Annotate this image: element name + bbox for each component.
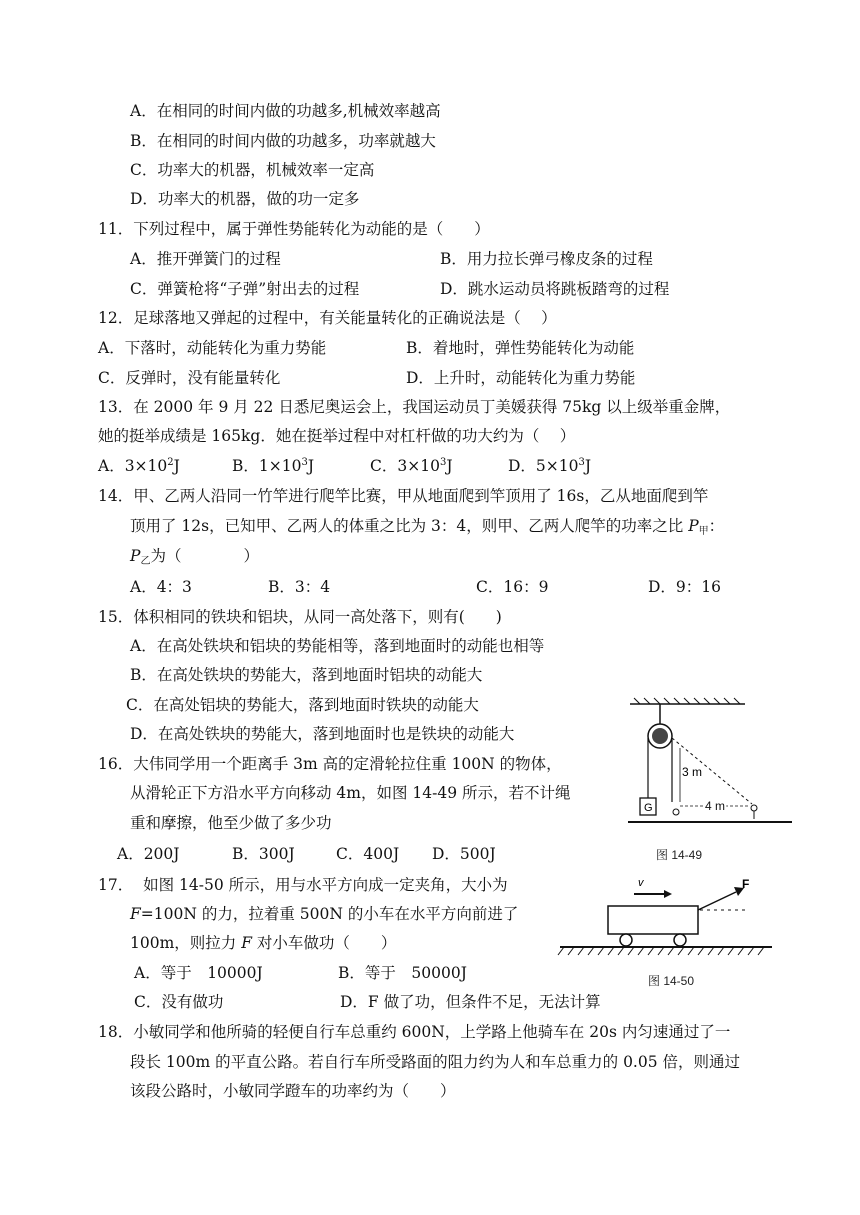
- q14-stem-line3: P乙为（ ）: [130, 547, 259, 567]
- q14-option-b: B．3：4: [268, 578, 331, 596]
- q13-option-a: A．$3\times 10^2J$: [98, 457, 180, 475]
- q18-stem-line2: 段长 100m 的平直公路。若自行车所受路面的阻力约为人和车总重力的 0.05 倍，则通过: [130, 1053, 741, 1071]
- q13-option-c: C．$3\times 10^3J$: [370, 457, 453, 475]
- q13-stem-line1: 13．在 2000 年 9 月 22 日悉尼奥运会上，我国运动员丁美媛获得 75kg 以上级举重金牌，: [98, 398, 731, 416]
- q16-stem-line3: 重和摩擦，他至少做了多少功: [130, 814, 332, 832]
- q14-stem-line1: 14．甲、乙两人沿同一竹竿进行爬竿比赛，甲从地面爬到竿顶用了 16s，乙从地面爬到竿: [98, 487, 709, 505]
- q10-option-b: B．在相同的时间内做的功越多，功率就越大: [130, 132, 436, 150]
- q16-option-a: A．200J: [117, 845, 180, 863]
- q17-stem-line3: 100m，则拉力 F 对小车做功（ ）: [130, 934, 397, 952]
- q14-option-c: C．16：9: [476, 578, 549, 596]
- fig-label-g: G: [644, 802, 653, 814]
- q17-option-b: B．等于 50000J: [338, 964, 467, 982]
- q17-stem-line2: F=100N 的力，拉着重 500N 的小车在水平方向前进了: [130, 905, 519, 923]
- q17-option-c: C．没有做功: [134, 993, 224, 1011]
- q15-option-c: C．在高处铝块的势能大，落到地面时铁块的动能大: [126, 696, 479, 714]
- pulley-figure: [620, 696, 800, 836]
- q10-option-d: D．功率大的机器，做的功一定多: [130, 190, 360, 208]
- q16-option-d: D．500J: [432, 845, 496, 863]
- fig-label-3m: 3 m: [682, 765, 703, 779]
- q11-option-b: B．用力拉长弹弓橡皮条的过程: [440, 250, 653, 268]
- q13-option-d: D．$5\times 10^3J$: [508, 457, 592, 475]
- q18-stem-line3: 该段公路时，小敏同学蹬车的功率约为（ ）: [130, 1082, 456, 1100]
- fig-label-4m: 4 m: [705, 799, 726, 813]
- q12-option-a: A．下落时，动能转化为重力势能: [98, 339, 327, 357]
- q18-stem-line1: 18．小敏同学和他所骑的轻便自行车总重约 600N，上学路上他骑车在 20s 内匀速通过了一: [98, 1023, 731, 1041]
- q12-option-d: D．上升时，动能转化为重力势能: [406, 369, 636, 387]
- cart-figure: [556, 874, 780, 966]
- fig-14-50-caption: 图 14-50: [648, 974, 695, 988]
- q13-stem-line2: 她的挺举成绩是 165kg．她在挺举过程中对杠杆做的功大约为（ ）: [98, 427, 576, 445]
- q16-stem-line2: 从滑轮正下方沿水平方向移动 4m，如图 14-49 所示，若不计绳: [130, 784, 571, 802]
- q14-stem-line2: 顶用了 12s，已知甲、乙两人的体重之比为 3：4，则甲、乙两人爬竿的功率之比 P甲：: [130, 517, 725, 537]
- q14-option-d: D．9：16: [648, 578, 722, 596]
- q12-option-c: C．反弹时，没有能量转化: [98, 369, 281, 387]
- q13-option-b: B．$1\times 10^3J$: [232, 457, 315, 475]
- q11-option-a: A．推开弹簧门的过程: [130, 250, 281, 268]
- q17-option-d: D．F 做了功，但条件不足，无法计算: [340, 993, 601, 1011]
- q15-option-b: B．在高处铁块的势能大，落到地面时铝块的动能大: [130, 666, 483, 684]
- q10-option-c: C．功率大的机器，机械效率一定高: [130, 161, 375, 179]
- q17-option-a: A．等于 10000J: [134, 964, 263, 982]
- fig-label-v: v: [638, 877, 644, 889]
- fig-14-49-caption: 图 14-49: [656, 848, 703, 862]
- q10-option-a: A．在相同的时间内做的功越多,机械效率越高: [130, 102, 441, 120]
- q16-option-b: B．300J: [232, 845, 295, 863]
- q14-option-a: A．4：3: [130, 578, 192, 596]
- q12-option-b: B．着地时，弹性势能转化为动能: [406, 339, 635, 357]
- q15-option-d: D．在高处铁块的势能大，落到地面时也是铁块的动能大: [130, 725, 515, 743]
- q11-option-d: D．跳水运动员将跳板踏弯的过程: [440, 280, 670, 298]
- q15-option-a: A．在高处铁块和铝块的势能相等，落到地面时的动能也相等: [130, 637, 545, 655]
- q11-option-c: C．弹簧枪将“子弹”射出去的过程: [130, 280, 360, 298]
- q17-stem-line1: 17． 如图 14-50 所示，用与水平方向成一定夹角，大小为: [98, 876, 508, 894]
- q11-stem: 11．下列过程中，属于弹性势能转化为动能的是（ ）: [98, 220, 490, 238]
- q15-stem: 15．体积相同的铁块和铝块，从同一高处落下，则有( ): [98, 608, 502, 626]
- q16-option-c: C．400J: [336, 845, 400, 863]
- q16-stem-line1: 16．大伟同学用一个距离手 3m 高的定滑轮拉住重 100N 的物体，: [98, 755, 562, 773]
- fig-label-f: F: [742, 877, 750, 891]
- q12-stem: 12．足球落地又弹起的过程中，有关能量转化的正确说法是（ ）: [98, 309, 557, 327]
